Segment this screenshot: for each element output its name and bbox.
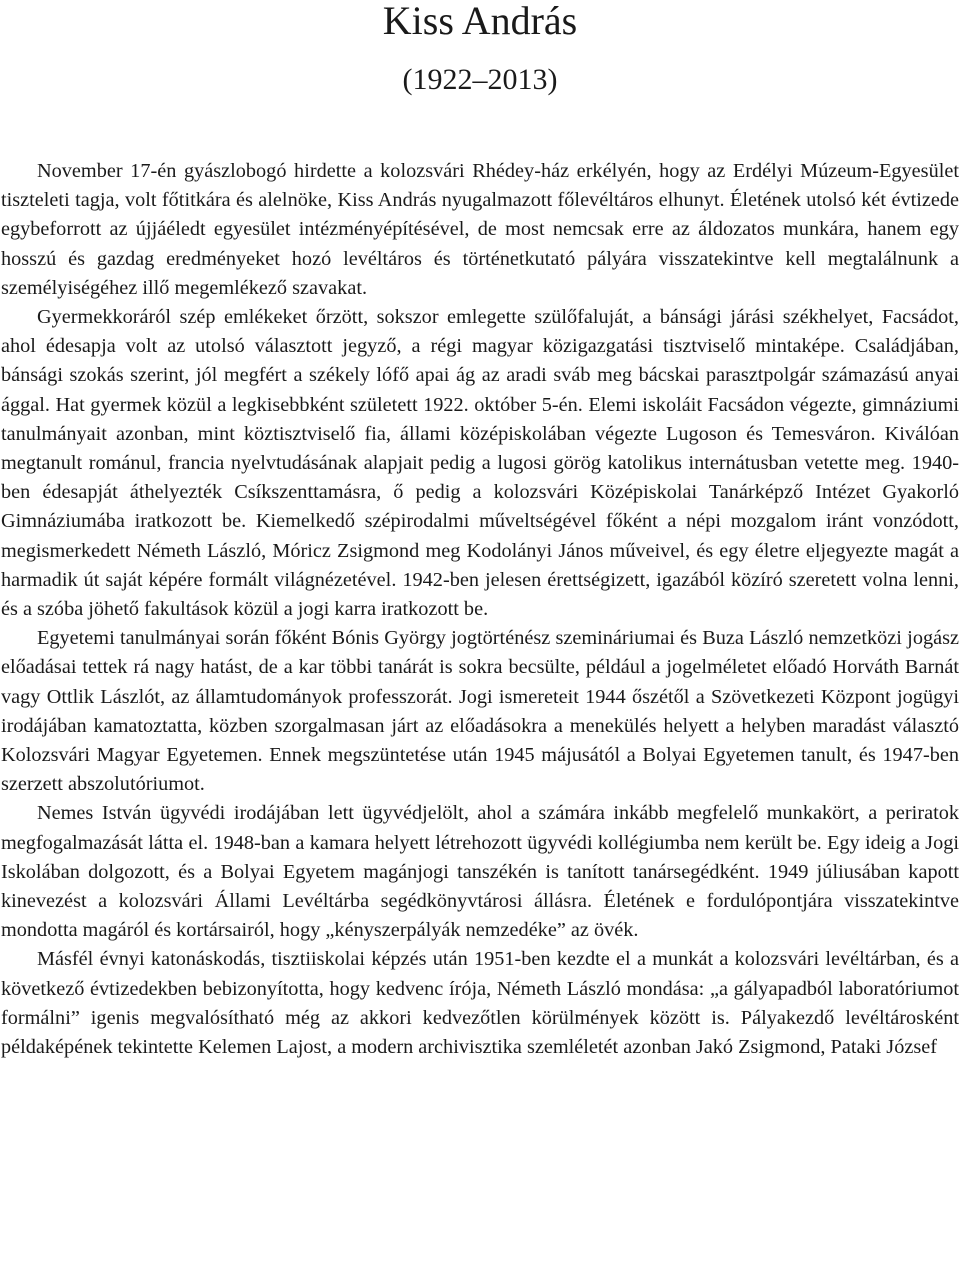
paragraph: Nemes István ügyvédi irodájában lett ügyvédjelölt, ahol a számára inkább megfelelő munkakört, a periratok megfogalmazását látta el. 1948-ban a kamara helyett létrehozott ügyvédi kollégiumba nem került be. Egy ideig a Jogi Iskolában dolgozott, és a Bolyai Egyetem magánjogi tanszékén is tanított tanársegédként. 1949 júliusában kapott kinevezést a kolozsvári Állami Levéltárba segédkönyvtárosi állásra. Életének e fordulópontjára visszatekintve mondotta magáról és kortársairól, hogy „kényszerpályák nemzedéke” az övék. bbox=[1, 802, 959, 942]
paragraph: Másfél évnyi katonáskodás, tisztiiskolai képzés után 1951-ben kezdte el a munkát a kolozsvári levéltárban, és a következő évtizedekben bebizonyította, hogy kedvenc írója, Németh László mondása: „a gályapadból laboratóriumot formálni” igenis megvalósítható még az akkori kedvezőtlen körülmények között is. Pályakezdő levéltárosként példaképének tekintette Kelemen Lajost, a modern archivisztika szemléletét azonban Jakó Zsigmond, Pataki József bbox=[1, 948, 959, 1059]
life-years: (1922–2013) bbox=[402, 63, 558, 96]
article-body bbox=[1, 157, 959, 1062]
page-title: Kiss András bbox=[382, 0, 578, 43]
paragraph: Egyetemi tanulmányai során főként Bónis György jogtörténész szemináriumai és Buza László nemzetközi jogász előadásai tettek rá nagy hatást, de a kar többi tanárát is sokra becsülte, például a jogelméletet előadó Horváth Barnát vagy Ottlik Lászlót, az államtudományok professzorát. Jogi ismereteit 1944 őszétől a Szövetkezeti Központ jogügyi irodájában kamatoztatta, közben szorgalmasan járt az előadásokra a menekülés helyett a helyben maradást választó Kolozsvári Magyar Egyetemen. Ennek megszüntetése után 1945 májusától a Bolyai Egyetemen tanult, és 1947-ben szerzett abszolutóriumot. bbox=[1, 627, 959, 796]
paragraph: Gyermekkoráról szép emlékeket őrzött, sokszor emlegette szülőfaluját, a bánsági járási székhelyet, Facsádot, ahol édesapja volt az utolsó választott jegyző, a régi magyar közigazgatási tisztviselő mintaképe. Családjában, bánsági szokás szerint, jól megfért a székely lófő apai ág az aradi sváb meg bácskai parasztpolgár számazású anyai ággal. Hat gyermek közül a legkisebbként született 1922. október 5-én. Elemi iskoláit Facsádon végezte, gimnáziumi tanulmányait azonban, mint köztisztviselő fia, állami középiskolában végezte Lugoson és Temesváron. Kiválóan megtanult románul, francia nyelvtudásának alapjait pedig a lugosi görög katolikus internátusban vetette meg. 1940-ben édesapját áthelyezték Csíkszenttamásra, ő pedig a kolozsvári Középiskolai Tanárképző Intézet Gyakorló Gimnáziumába iratkozott be. Kiemelkedő szépirodalmi műveltségével főként a népi mozgalom iránt vonzódott, megismerkedett Németh László, Móricz Zsigmond meg Kodolányi János műveivel, és egy életre eljegyezte magát a harmadik út saját képére formált világnézetével. 1942-ben jelesen érettségizett, igazából közíró szeretett volna lenni, és a szóba jöhető fakultások közül a jogi karra iratkozott be. bbox=[1, 306, 959, 621]
paragraph: November 17-én gyászlobogó hirdette a kolozsvári Rhédey-ház erkélyén, hogy az Erdélyi Múzeum-Egyesület tiszteleti tagja, volt főtitkára és alelnöke, Kiss András nyugalmazott főlevéltáros elhunyt. Életének utolsó két évtizede egybeforrott az újjáéledt egyesület intézményépítésével, de most nemcsak erre az áldozatos munkára, hanem egy hosszú és gazdag eredményeket hozó levéltáros és történetkutató pályára visszatekintve kell megtalálnunk a személyiségéhez illő megemlékező szavakat. bbox=[1, 160, 959, 299]
